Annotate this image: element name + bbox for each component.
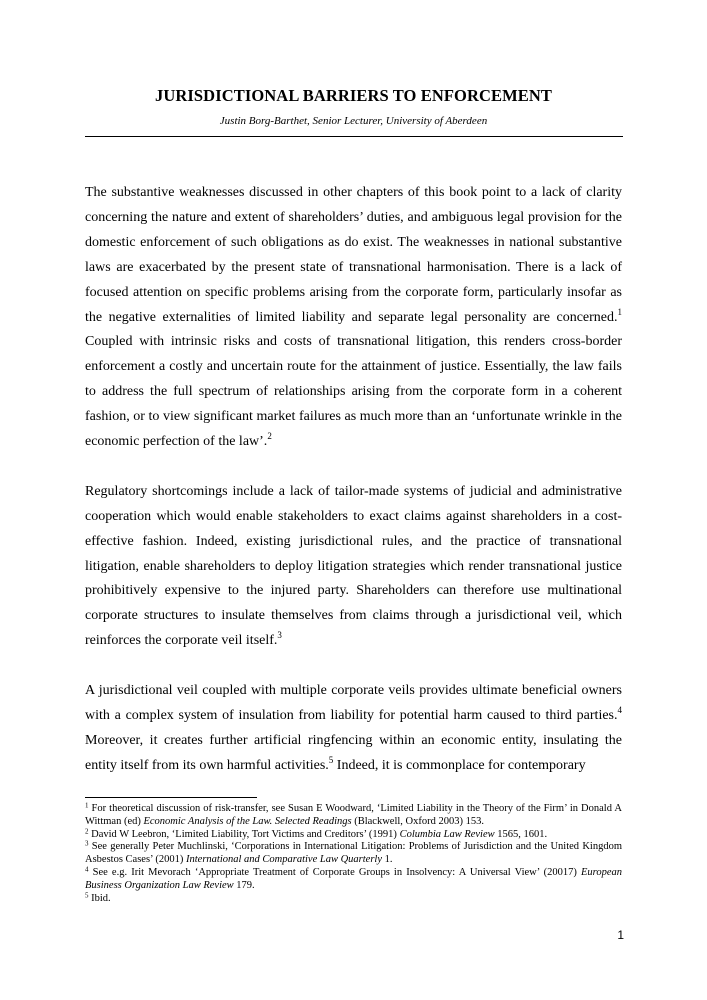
footnote-number: 5	[85, 891, 89, 900]
footnote-3	[85, 841, 622, 867]
author-byline: Justin Borg-Barthet, Senior Lecturer, University of Aberdeen	[219, 115, 488, 127]
footnote-2	[85, 829, 622, 842]
paragraph-text: The substantive weaknesses discussed in other chapters of this book point to a lack of clarity concerning the nature and extent of shareholders’ duties, and ambiguous legal provision for the domestic enforcement of such obligations as do exist. The weaknesses in national substantive laws are exacerbated by the present state of transnational harmonisation. There is a lack of focused attention on specific problems arising from the corporate form, particularly insofar as the negative externalities of limited liability and separate legal personality are concerned.	[85, 185, 622, 325]
paragraph-text: Regulatory shortcomings include a lack of tailor-made systems of judicial and administrative cooperation which would enable stakeholders to exact claims against shareholders in a cost-effective fashion. Indeed, existing jurisdictional rules, and the practice of transnational litigation, enable shareholders to deploy litigation strategies which render transnational justice prohibitively expensive to the injured party. Shareholders can therefore use multinational corporate structures to insulate themselves from claims through a jurisdictional veil, which reinforces the corporate veil itself.	[85, 483, 622, 649]
footnote-text: 1565, 1601.	[494, 828, 548, 840]
footnote-text: 179.	[233, 879, 255, 891]
paragraph-2	[85, 480, 622, 654]
page-number: 1	[617, 928, 624, 942]
footnote-text: (Blackwell, Oxford 2003) 153.	[351, 815, 484, 827]
footnote-text: David W Leebron, ‘Limited Liability, Tort Victims and Creditors’ (1991)	[88, 828, 400, 840]
paragraph-1	[85, 181, 622, 455]
document-title: JURISDICTIONAL BARRIERS TO ENFORCEMENT	[155, 86, 552, 105]
paragraph-text: A jurisdictional veil coupled with multiple corporate veils provides ultimate beneficial owners with a complex system of insulation from liability for potential harm caused to third parties.	[85, 683, 622, 723]
paragraph-text: Indeed, it is commonplace for contemporary	[333, 757, 586, 773]
paragraph-text: Coupled with intrinsic risks and costs of transnational litigation, this renders cross-border enforcement a costly and uncertain route for the attainment of justice. Essentially, the law fails to address the full spectrum of relationships arising from the corporate form in a coherent fashion, or to view significant market failures as much more than an ‘unfortunate wrinkle in the economic perfection of the law’.	[85, 334, 622, 450]
footnote-number: 4	[85, 865, 89, 874]
footnote-source-title: Columbia Law Review	[399, 828, 495, 840]
footnote-5	[85, 893, 622, 906]
footnote-number: 1	[85, 801, 89, 810]
footnote-source-title: European Business Organization Law Review	[85, 866, 622, 891]
title-divider	[85, 136, 623, 137]
footnote-ref[interactable]: 5	[328, 754, 334, 765]
paragraph-text: Moreover, it creates further artificial ringfencing within an economic entity, insulating the entity itself from its own harmful activities.	[85, 732, 622, 773]
footnote-text: See generally Peter Muchlinski, ‘Corporations in International Litigation: Problems of Jurisdiction and the United Kingdom Asbestos Cases’ (2001)	[85, 841, 622, 866]
footnote-4	[85, 867, 622, 893]
footnote-source-title: Economic Analysis of the Law. Selected Readings	[143, 815, 352, 827]
footnote-text: For theoretical discussion of risk-transfer, see Susan E Woodward, ‘Limited Liability in the Theory of the Firm’ in Donald A Wittman (ed)	[85, 803, 622, 827]
footnote-number: 2	[85, 827, 89, 836]
footnotes	[85, 803, 622, 905]
footnote-ref[interactable]: 4	[617, 705, 622, 715]
paragraph-3	[85, 679, 622, 779]
footnote-text: See e.g. Irit Mevorach ‘Appropriate Treatment of Corporate Groups in Insolvency: A Universal View’ (20017)	[88, 866, 581, 878]
footnote-ref[interactable]: 2	[267, 431, 272, 442]
footnote-text: Ibid.	[88, 892, 111, 904]
footnote-separator	[85, 797, 257, 798]
footnote-text: 1.	[382, 854, 393, 866]
footnote-1	[85, 803, 622, 829]
footnote-number: 3	[85, 839, 89, 848]
body-text	[85, 181, 622, 779]
footnote-ref[interactable]: 1	[617, 306, 622, 317]
footnote-ref[interactable]: 3	[277, 630, 282, 641]
footnote-source-title: International and Comparative Law Quarterly	[186, 854, 383, 866]
